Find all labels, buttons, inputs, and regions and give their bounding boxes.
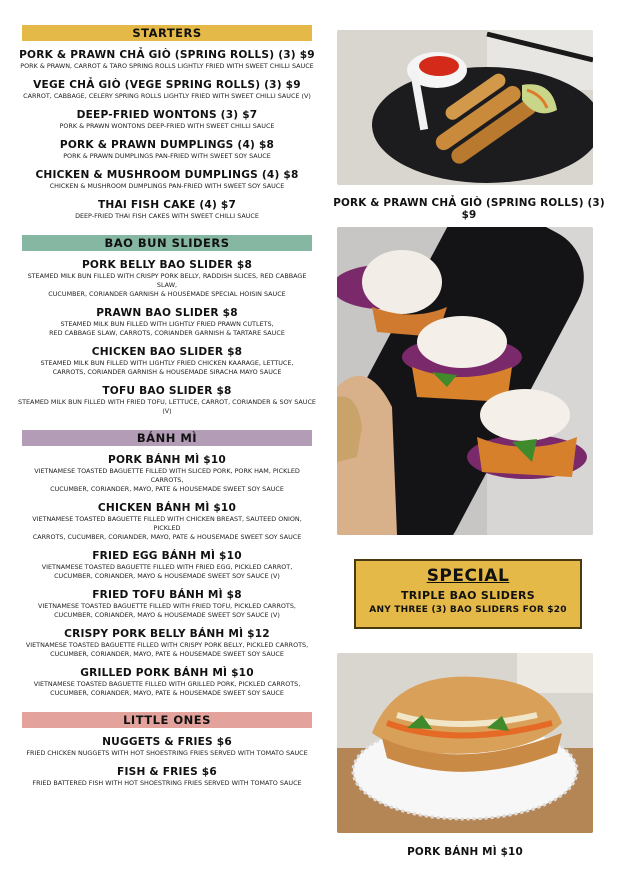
menu-item	[18, 49, 316, 71]
item-desc: CUCUMBER, CORIANDER, MAYO, PATE & HOUSEMADE SWEET SOY SAUCE	[50, 485, 284, 493]
item-name: NUGGETS & FRIES $6	[102, 736, 232, 748]
item-desc: VIETNAMESE TOASTED BAGUETTE FILLED WITH FRIED EGG, PICKLED CARROT,	[41, 563, 293, 571]
menu-item	[18, 550, 316, 581]
item-name: FISH & FRIES $6	[117, 766, 217, 778]
item-name: PORK BELLY BAO SLIDER $8	[81, 259, 253, 271]
item-name: FRIED EGG BÁNH MÌ $10	[92, 550, 242, 562]
item-name: VEGE CHẢ GIÒ (VEGE SPRING ROLLS) (3) $9	[33, 79, 301, 91]
item-name: PRAWN BAO SLIDER $8	[96, 307, 238, 319]
menu-item	[18, 628, 316, 659]
menu-item	[18, 766, 316, 788]
item-desc: PORK & PRAWN WONTONS DEEP-FRIED WITH SWEET CHILLI SAUCE	[59, 122, 275, 130]
item-desc: DEEP-FRIED THAI FISH CAKES WITH SWEET CHILLI SAUCE	[75, 212, 259, 220]
item-desc: STEAMED MILK BUN FILLED WITH LIGHTLY FRIED CHICKEN KAARAGE, LETTUCE,	[40, 359, 294, 367]
menu-item	[18, 169, 316, 191]
spring-rolls-photo	[337, 30, 593, 185]
banh-mi-photo	[337, 653, 593, 833]
item-desc: STEAMED MILK BUN FILLED WITH CRISPY PORK BELLY, RADDISH SLICES, RED CABBAGE SLAW,	[27, 272, 307, 289]
menu-item	[18, 79, 316, 101]
item-desc: RED CABBAGE SLAW, CARROTS, CORIANDER GARNISH & TARTARE SAUCE	[49, 329, 285, 337]
item-name: THAI FISH CAKE (4) $7	[97, 199, 237, 211]
item-desc: VIETNAMESE TOASTED BAGUETTE FILLED WITH CRISPY PORK BELLY, PICKLED CARROTS,	[25, 641, 309, 649]
menu-item	[18, 589, 316, 620]
item-desc: PORK & PRAWN DUMPLINGS PAN-FRIED WITH SWEET SOY SAUCE	[63, 152, 271, 160]
item-name: PORK & PRAWN DUMPLINGS (4) $8	[59, 139, 275, 151]
item-name: PORK BÁNH MÌ $10	[107, 454, 226, 466]
menu-item	[18, 502, 316, 542]
item-desc: STEAMED MILK BUN FILLED WITH FRIED TOFU, LETTUCE, CARROT, CORIANDER & SOY SAUCE (V)	[18, 398, 316, 415]
section-header-starters: STARTERS	[22, 25, 312, 41]
item-name: FRIED TOFU BÁNH MÌ $8	[92, 589, 242, 601]
item-desc: CUCUMBER, CORIANDER, MAYO, PATE & HOUSEMADE SWEET SOY SAUCE	[50, 689, 284, 697]
menu-item	[18, 736, 316, 758]
item-name: CHICKEN BÁNH MÌ $10	[97, 502, 237, 514]
section-header-little: LITTLE ONES	[22, 712, 312, 728]
menu-column	[18, 25, 316, 788]
menu-item	[18, 307, 316, 338]
item-desc: VIETNAMESE TOASTED BAGUETTE FILLED WITH FRIED TOFU, PICKLED CARROTS,	[38, 602, 296, 610]
menu-item	[18, 199, 316, 221]
item-name: CHICKEN & MUSHROOM DUMPLINGS (4) $8	[35, 169, 299, 181]
item-name: TOFU BAO SLIDER $8	[102, 385, 232, 397]
item-desc: STEAMED MILK BUN FILLED WITH LIGHTLY FRIED PRAWN CUTLETS,	[60, 320, 274, 328]
section-header-bao: BAO BUN SLIDERS	[22, 235, 312, 251]
item-name: DEEP-FRIED WONTONS (3) $7	[76, 109, 258, 121]
item-desc: CUCUMBER, CORIANDER, MAYO & HOUSEMADE SWEET SOY SAUCE (V)	[54, 572, 280, 580]
spring-rolls-caption: PORK & PRAWN CHẢ GIÒ (SPRING ROLLS) (3) $9	[333, 197, 605, 221]
section-header-banhmi: BÁNH MÌ	[22, 430, 312, 446]
menu-item	[18, 346, 316, 377]
item-desc: CARROT, CABBAGE, CELERY SPRING ROLLS LIGHTLY FRIED WITH SWEET CHILLI SAUCE (V)	[23, 92, 311, 100]
item-desc: PORK & PRAWN, CARROT & TARO SPRING ROLLS LIGHTLY FRIED WITH SWEET CHILLI SAUCE	[20, 62, 314, 70]
item-desc: CUCUMBER, CORIANDER, MAYO & HOUSEMADE SWEET SOY SAUCE (V)	[54, 611, 280, 619]
menu-item	[18, 385, 316, 416]
special-line2: ANY THREE (3) BAO SLIDERS FOR $20	[369, 605, 567, 615]
item-desc: VIETNAMESE TOASTED BAGUETTE FILLED WITH GRILLED PORK, PICKLED CARROTS,	[33, 680, 301, 688]
item-desc: FRIED BATTERED FISH WITH HOT SHOESTRING FRIES SERVED WITH TOMATO SAUCE	[32, 779, 302, 787]
menu-item	[18, 109, 316, 131]
item-desc: VIETNAMESE TOASTED BAGUETTE FILLED WITH CHICKEN BREAST, SAUTEED ONION, PICKLED	[32, 515, 302, 532]
item-desc: CUCUMBER, CORIANDER GARNISH & HOUSEMADE SPECIAL HOISIN SAUCE	[48, 290, 286, 298]
item-name: PORK & PRAWN CHẢ GIÒ (SPRING ROLLS) (3) $9	[19, 49, 315, 61]
item-desc: VIETNAMESE TOASTED BAGUETTE FILLED WITH SLICED PORK, PORK HAM, PICKLED CARROTS,	[34, 467, 300, 484]
banh-mi-caption: PORK BÁNH MÌ $10	[407, 846, 523, 858]
bao-sliders-photo	[337, 227, 593, 535]
item-desc: FRIED CHICKEN NUGGETS WITH HOT SHOESTRING FRIES SERVED WITH TOMATO SAUCE	[26, 749, 308, 757]
item-desc: CUCUMBER, CORIANDER, MAYO, PATE & HOUSEMADE SWEET SOY SAUCE	[50, 650, 284, 658]
menu-item	[18, 454, 316, 494]
menu-item	[18, 139, 316, 161]
menu-item	[18, 667, 316, 698]
item-name: CRISPY PORK BELLY BÁNH MÌ $12	[64, 628, 270, 640]
special-offer-box	[354, 559, 582, 629]
menu-item	[18, 259, 316, 299]
item-name: GRILLED PORK BÁNH MÌ $10	[80, 667, 254, 679]
special-title: SPECIAL	[426, 566, 510, 586]
special-line1: TRIPLE BAO SLIDERS	[400, 589, 536, 602]
item-name: CHICKEN BAO SLIDER $8	[91, 346, 243, 358]
item-desc: CARROTS, CORIANDER GARNISH & HOUSEMADE SIRACHA MAYO SAUCE	[52, 368, 282, 376]
item-desc: CARROTS, CUCUMBER, CORIANDER, MAYO, PATE & HOUSEMADE SWEET SOY SAUCE	[32, 533, 302, 541]
item-desc: CHICKEN & MUSHROOM DUMPLINGS PAN-FRIED WITH SWEET SOY SAUCE	[49, 182, 285, 190]
